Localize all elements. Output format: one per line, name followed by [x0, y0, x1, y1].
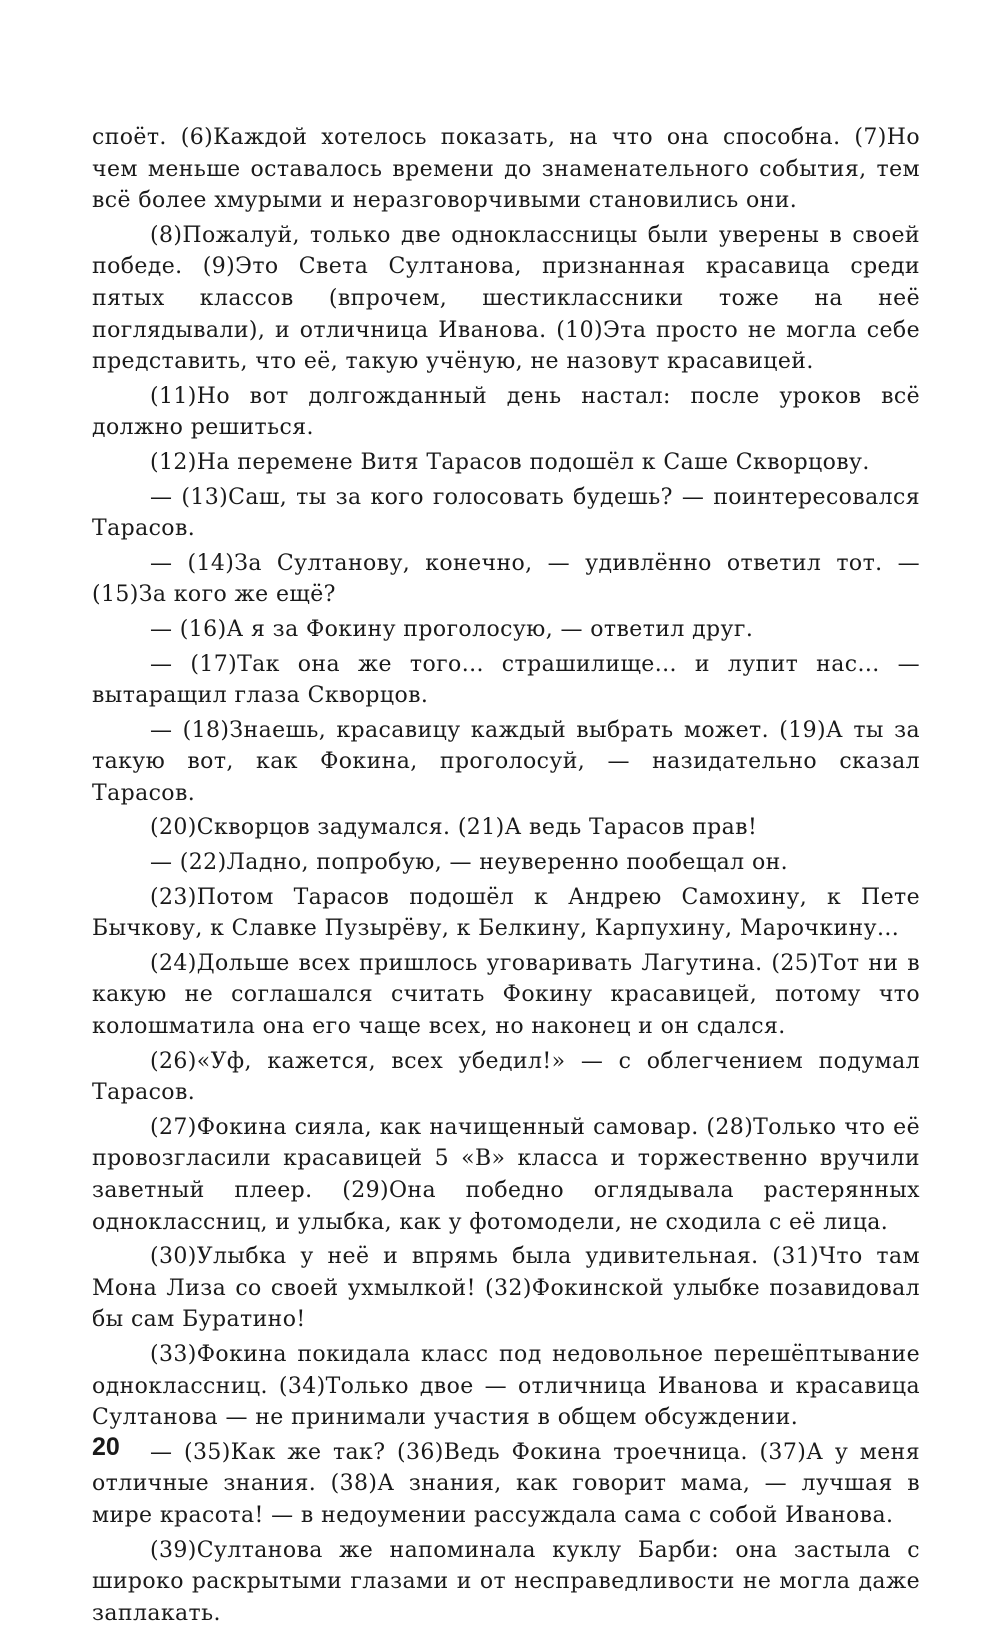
paragraph: (23)Потом Тарасов подошёл к Андрею Самохину, к Пете Бычкову, к Славке Пузырёву, к Белкину, Карпухину, Марочкину...: [92, 884, 920, 942]
paragraph: — (18)Знаешь, красавицу каждый выбрать может. (19)А ты за такую вот, как Фокина, проголосуй, — назидательно сказал Тарасов.: [92, 717, 920, 806]
paragraph: споёт. (6)Каждой хотелось показать, на что она способна. (7)Но чем меньше оставалось времени до знаменательного события, тем всё более хмурыми и неразговорчивыми становились они.: [92, 125, 920, 214]
paragraph: — (13)Саш, ты за кого голосовать будешь? — поинтересовался Тарасов.: [92, 484, 920, 542]
paragraph: (8)Пожалуй, только две одноклассницы были уверены в своей победе. (9)Это Света Султанова, признанная красавица среди пятых классов (впрочем, шестиклассники тоже на неё поглядывали), и отличница Иванова. (10)Эта просто не могла себе представить, что её, такую учёную, не назовут красавицей.: [92, 222, 920, 375]
paragraph: (39)Султанова же напоминала куклу Барби: она застыла с широко раскрытыми глазами и от несправедливости не могла даже заплакать.: [92, 1537, 920, 1626]
page-number: 20: [92, 1433, 120, 1461]
paragraph: (27)Фокина сияла, как начищенный самовар. (28)Только что её провозгласили красавицей 5 «В» класса и торжественно вручили заветный плеер. (29)Она победно оглядывала растерянных одноклассниц, и улыбка, как у фотомодели, не сходила с её лица.: [92, 1114, 920, 1235]
paragraph: — (35)Как же так? (36)Ведь Фокина троечница. (37)А у меня отличные знания. (38)А знания, как говорит мама, — лучшая в мире красота! — в недоумении рассуждала сама с собой Иванова.: [92, 1439, 920, 1528]
paragraph: (20)Скворцов задумался. (21)А ведь Тарасов прав!: [150, 815, 758, 841]
paragraph: — (14)За Султанову, конечно, — удивлённо ответил тот. — (15)За кого же ещё?: [92, 550, 920, 608]
paragraph: (33)Фокина покидала класс под недовольное перешёптывание одноклассниц. (34)Только двое — отличница Иванова и красавица Султанова — не принимали участия в общем обсуждении.: [92, 1341, 920, 1431]
paragraph: — (17)Так она же того... страшилище... и лупит нас... — вытаращил глаза Скворцов.: [92, 651, 920, 709]
paragraph: (24)Дольше всех пришлось уговаривать Лагутина. (25)Тот ни в какую не соглашался считать Фокину красавицей, потому что колошматила она его чаще всех, но наконец и он сдался.: [92, 950, 920, 1040]
paragraph: — (16)А я за Фокину проголосую, — ответил друг.: [150, 616, 754, 642]
body-text: [92, 122, 920, 1632]
paragraph: (11)Но вот долгожданный день настал: после уроков всё должно решиться.: [92, 383, 920, 441]
paragraph: (30)Улыбка у неё и впрямь была удивительная. (31)Что там Мона Лиза со своей ухмылкой! (32)Фокинской улыбке позавидовал бы сам Буратино!: [92, 1244, 920, 1333]
paragraph: (26)«Уф, кажется, всех убедил!» — с облегчением подумал Тарасов.: [92, 1048, 920, 1106]
paragraph: (12)На перемене Витя Тарасов подошёл к Саше Скворцову.: [150, 449, 870, 475]
paragraph: — (22)Ладно, попробую, — неуверенно пообещал он.: [150, 850, 789, 876]
